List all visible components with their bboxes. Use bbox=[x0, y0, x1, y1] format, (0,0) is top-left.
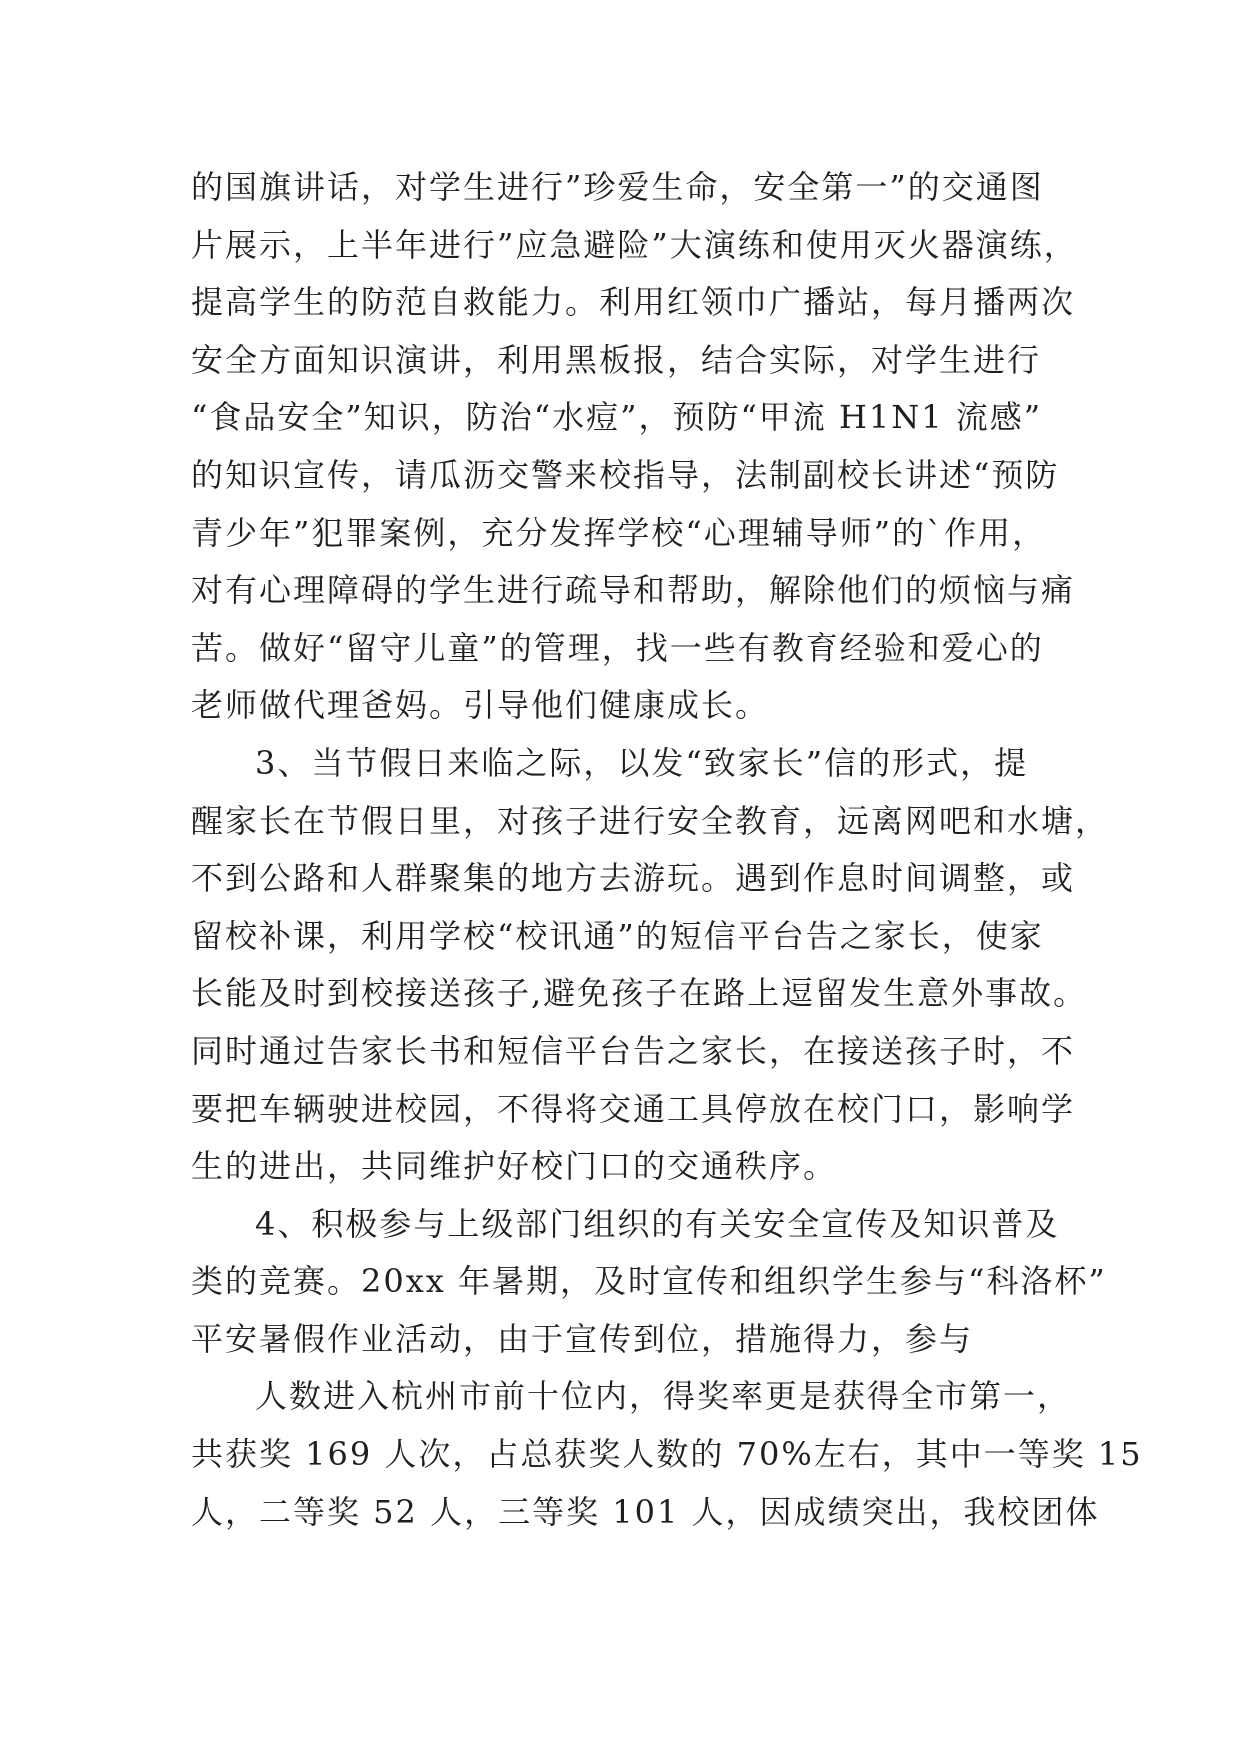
paragraph-start-line: 人数进入杭州市前十位内，得奖率更是获得全市第一， bbox=[255, 1377, 1072, 1416]
text-line: 长能及时到校接送孩子,避免孩子在路上逗留发生意外事故。 bbox=[191, 974, 1088, 1013]
text-line: 类的竞赛。20xx 年暑期，及时宣传和组织学生参与“科洛杯” bbox=[191, 1262, 1107, 1301]
text-line: 的国旗讲话，对学生进行”珍爱生命，安全第一”的交通图 bbox=[191, 168, 1044, 206]
text-line: “食品安全”知识，防治“水痘”，预防“甲流 H1N1 流感” bbox=[191, 398, 1043, 437]
text-line: 安全方面知识演讲，利用黑板报，结合实际，对学生进行 bbox=[191, 340, 1042, 379]
text-line: 生的进出，共同维护好校门口的交通秩序。 bbox=[191, 1147, 838, 1186]
text-line: 共获奖 169 人次，占总获奖人数的 70%左右，其中一等奖 15 bbox=[191, 1435, 1143, 1474]
text-line: 留校补课，利用学校“校讯通”的短信平台告之家长，使家 bbox=[191, 916, 1044, 955]
text-line: 的知识宣传，请瓜沥交警来校指导，法制副校长讲述“预防 bbox=[191, 455, 1060, 494]
text-line: 提高学生的防范自救能力。利用红领巾广播站，每月播两次 bbox=[191, 283, 1076, 322]
text-line: 对有心理障碍的学生进行疏导和帮助，解除他们的烦恼与痛 bbox=[191, 571, 1076, 610]
text-line: 平安暑假作业活动，由于宣传到位，措施得力，参与 bbox=[191, 1319, 974, 1358]
text-line: 醒家长在节假日里，对孩子进行安全教育，远离网吧和水塘， bbox=[191, 801, 1110, 840]
text-line: 老师做代理爸妈。引导他们健康成长。 bbox=[191, 686, 770, 725]
paragraph-start-line: 3、当节假日来临之际，以发“致家长”信的形式，提 bbox=[255, 743, 1029, 782]
text-line: 青少年”犯罪案例，充分发挥学校“心理辅导师”的`作用， bbox=[191, 513, 1047, 552]
text-line: 人，二等奖 52 人，三等奖 101 人，因成绩突出，我校团体 bbox=[191, 1492, 1100, 1531]
body-text bbox=[191, 159, 1143, 1541]
text-line: 苦。做好“留守儿童”的管理，找一些有教育经验和爱心的 bbox=[191, 628, 1044, 667]
paragraph-start-line: 4、积极参与上级部门组织的有关安全宣传及知识普及 bbox=[255, 1204, 1060, 1243]
text-line: 同时通过告家长书和短信平台告之家长，在接送孩子时，不 bbox=[191, 1031, 1076, 1070]
text-line: 片展示，上半年进行”应急避险”大演练和使用灭火器演练， bbox=[191, 225, 1078, 264]
text-line: 要把车辆驶进校园，不得将交通工具停放在校门口，影响学 bbox=[191, 1089, 1076, 1128]
text-line: 不到公路和人群聚集的地方去游玩。遇到作息时间调整，或 bbox=[191, 859, 1076, 898]
